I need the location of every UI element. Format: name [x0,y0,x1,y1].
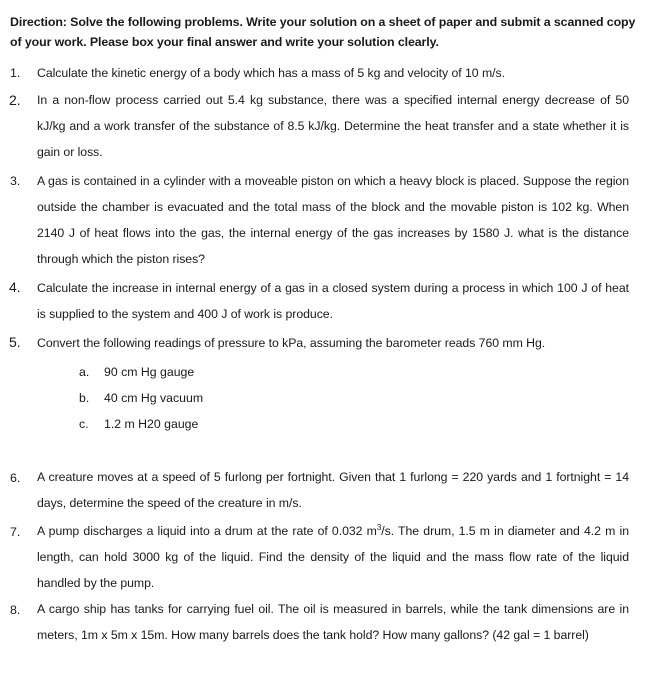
problem-7-text [37,518,629,596]
problem-8-number: 8. [10,603,21,617]
problem-8-text: A cargo ship has tanks for carrying fuel oil. The oil is measured in barrels, while the tank dimensions are in meters, 1m x 5m x 15m. How many barrels does the tank hold? How many gallons? (42 gal = 1 barrel) [37,602,629,642]
problem-4-number: 4. [9,279,21,295]
problem-1-number: 1. [10,66,21,80]
problem-5-text: Convert the following readings of pressure to kPa, assuming the barometer reads 760 mm Hg. [37,336,546,350]
problem-2-number: 2. [9,92,21,108]
problem-5b-text: 40 cm Hg vacuum [104,391,204,405]
problem-1-text: Calculate the kinetic energy of a body which has a mass of 5 kg and velocity of 10 m/s. [37,66,505,80]
problem-7-text-before: A pump discharges a liquid into a drum at the rate of 0.032 m [37,524,377,538]
problem-6-text: A creature moves at a speed of 5 furlong per fortnight. Given that 1 furlong = 220 yards and 1 fortnight = 14 days, determine the speed of the creature in m/s. [37,470,629,510]
problem-5a-text: 90 cm Hg gauge [104,365,195,379]
problem-5b-letter: b. [79,391,90,405]
problem-4-text: Calculate the increase in internal energy of a gas in a closed system during a process in which 100 J of heat is supplied to the system and 400 J of work is produce. [37,281,629,321]
problem-5-number: 5. [9,334,21,350]
problem-7-number: 7. [10,525,21,539]
problem-5a-letter: a. [79,365,90,379]
directions-text: Direction: Solve the following problems. Write your solution on a sheet of paper and submit a scanned copy of your work. Please box your final answer and write your solution clearly. [10,15,636,49]
problem-6-number: 6. [10,471,21,485]
problem-5c-letter: c. [79,417,89,431]
cubic-superscript: 3 [376,522,382,532]
problem-7-text-after: /s. The drum, 1.5 m in diameter and 4.2 m in length, can hold 3000 kg of the liquid. Find the density of the liquid and the mass flow rate of the liquid handled by the pump. [37,524,629,590]
problem-2-text: In a non-flow process carried out 5.4 kg substance, there was a specified internal energy decrease of 50 kJ/kg and a work transfer of the substance of 8.5 kJ/kg. Determine the heat transfer and a state whether it is gain or loss. [37,93,629,159]
problem-3-number: 3. [10,174,21,188]
problem-5c-text: 1.2 m H20 gauge [104,417,199,431]
problem-3-text: A gas is contained in a cylinder with a moveable piston on which a heavy block is placed. Suppose the region outside the chamber is evacuated and the total mass of the block and the movable piston is 102 kg. When 2140 J of heat flows into the gas, the internal energy of the gas increases by 1580 J. what is the distance through which the piston rises? [37,174,629,266]
